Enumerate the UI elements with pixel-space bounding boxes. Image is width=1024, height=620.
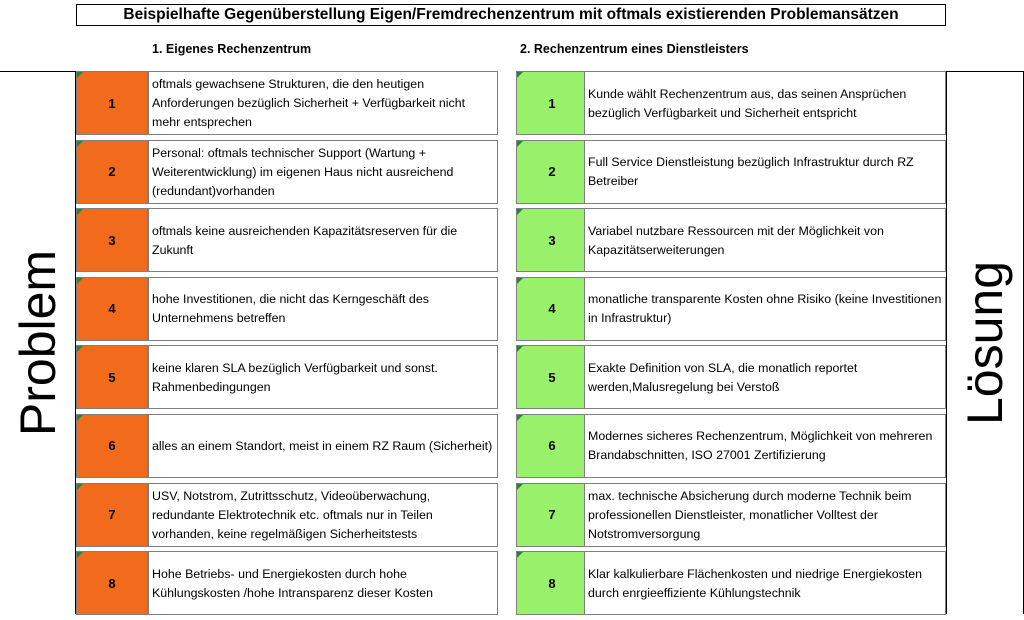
solution-number-cell: 4 bbox=[516, 277, 588, 341]
table-row bbox=[76, 483, 946, 552]
problem-text-cell: USV, Notstrom, Zutrittsschutz, Videoüberwachung, redundante Elektrotechnik etc. oftmals nur in Teilen vorhanden, keine regelmäßigen Sicherheitstests bbox=[148, 483, 498, 547]
solution-number-cell: 5 bbox=[516, 345, 588, 409]
solution-text-cell: max. technische Absicherung durch moderne Technik beim professionellen Dienstleister, monatlicher Volltest der Notstromversorgung bbox=[584, 483, 946, 547]
problem-text-cell: Hohe Betriebs- und Energiekosten durch hohe Kühlungskosten /hohe Intransparenz dieser Kosten bbox=[148, 551, 498, 615]
solution-number-cell: 3 bbox=[516, 208, 588, 272]
problem-number-cell: 1 bbox=[76, 71, 148, 135]
solution-text-cell: Modernes sicheres Rechenzentrum, Möglichkeit von mehreren Brandabschnitten, ISO 27001 Zertifizierung bbox=[584, 414, 946, 478]
solution-text-cell: Exakte Definition von SLA, die monatlich reportet werden,Malusregelung bei Verstoß bbox=[584, 345, 946, 409]
solution-side-panel bbox=[946, 71, 1024, 614]
solution-text-cell: Kunde wählt Rechenzentrum aus, das seinen Ansprüchen bezüglich Verfügbarkeit und Sicherheit entspricht bbox=[584, 71, 946, 135]
problem-number-cell: 7 bbox=[76, 483, 148, 547]
solution-number-cell: 1 bbox=[516, 71, 588, 135]
table-row bbox=[76, 208, 946, 277]
solution-text-cell: Full Service Dienstleistung bezüglich Infrastruktur durch RZ Betreiber bbox=[584, 140, 946, 204]
solution-label: Lösung bbox=[957, 260, 1013, 426]
table-row bbox=[76, 277, 946, 346]
solution-number-cell: 2 bbox=[516, 140, 588, 204]
table-row bbox=[76, 345, 946, 414]
problem-text-cell: Personal: oftmals technischer Support (Wartung + Weiterentwicklung) im eigenen Haus nicht ausreichend (redundant)vorhanden bbox=[148, 140, 498, 204]
problem-number-cell: 5 bbox=[76, 345, 148, 409]
problem-number-cell: 8 bbox=[76, 551, 148, 615]
problem-text-cell: oftmals gewachsene Strukturen, die den heutigen Anforderungen bezüglich Sicherheit + Verfügbarkeit nicht mehr entsprechen bbox=[148, 71, 498, 135]
table-row bbox=[76, 551, 946, 620]
problem-text-cell: oftmals keine ausreichenden Kapazitätsreserven für die Zukunft bbox=[148, 208, 498, 272]
table-row bbox=[76, 71, 946, 140]
problem-number-cell: 4 bbox=[76, 277, 148, 341]
solution-text-cell: Klar kalkulierbare Flächenkosten und niedrige Energiekosten durch enrgieeffiziente Kühlungstechnik bbox=[584, 551, 946, 615]
solution-text-cell: Variabel nutzbare Ressourcen mit der Möglichkeit von Kapazitätserweiterungen bbox=[584, 208, 946, 272]
problem-number-cell: 2 bbox=[76, 140, 148, 204]
page-title: Beispielhafte Gegenüberstellung Eigen/Fremdrechenzentrum mit oftmals existierenden Problemansätzen bbox=[76, 4, 946, 26]
column-header-provider-datacenter: 2. Rechenzentrum eines Dienstleisters bbox=[520, 42, 749, 56]
comparison-table bbox=[76, 71, 946, 620]
problem-text-cell: hohe Investitionen, die nicht das Kerngeschäft des Unternehmens betreffen bbox=[148, 277, 498, 341]
problem-side-panel bbox=[0, 71, 76, 614]
solution-number-cell: 6 bbox=[516, 414, 588, 478]
problem-text-cell: alles an einem Standort, meist in einem RZ Raum (Sicherheit) bbox=[148, 414, 498, 478]
problem-label: Problem bbox=[9, 249, 66, 437]
column-header-own-datacenter: 1. Eigenes Rechenzentrum bbox=[152, 42, 312, 56]
table-row bbox=[76, 414, 946, 483]
solution-text-cell: monatliche transparente Kosten ohne Risiko (keine Investitionen in Infrastruktur) bbox=[584, 277, 946, 341]
problem-text-cell: keine klaren SLA bezüglich Verfügbarkeit und sonst. Rahmenbedingungen bbox=[148, 345, 498, 409]
problem-number-cell: 3 bbox=[76, 208, 148, 272]
problem-number-cell: 6 bbox=[76, 414, 148, 478]
solution-number-cell: 8 bbox=[516, 551, 588, 615]
table-row bbox=[76, 140, 946, 209]
solution-number-cell: 7 bbox=[516, 483, 588, 547]
